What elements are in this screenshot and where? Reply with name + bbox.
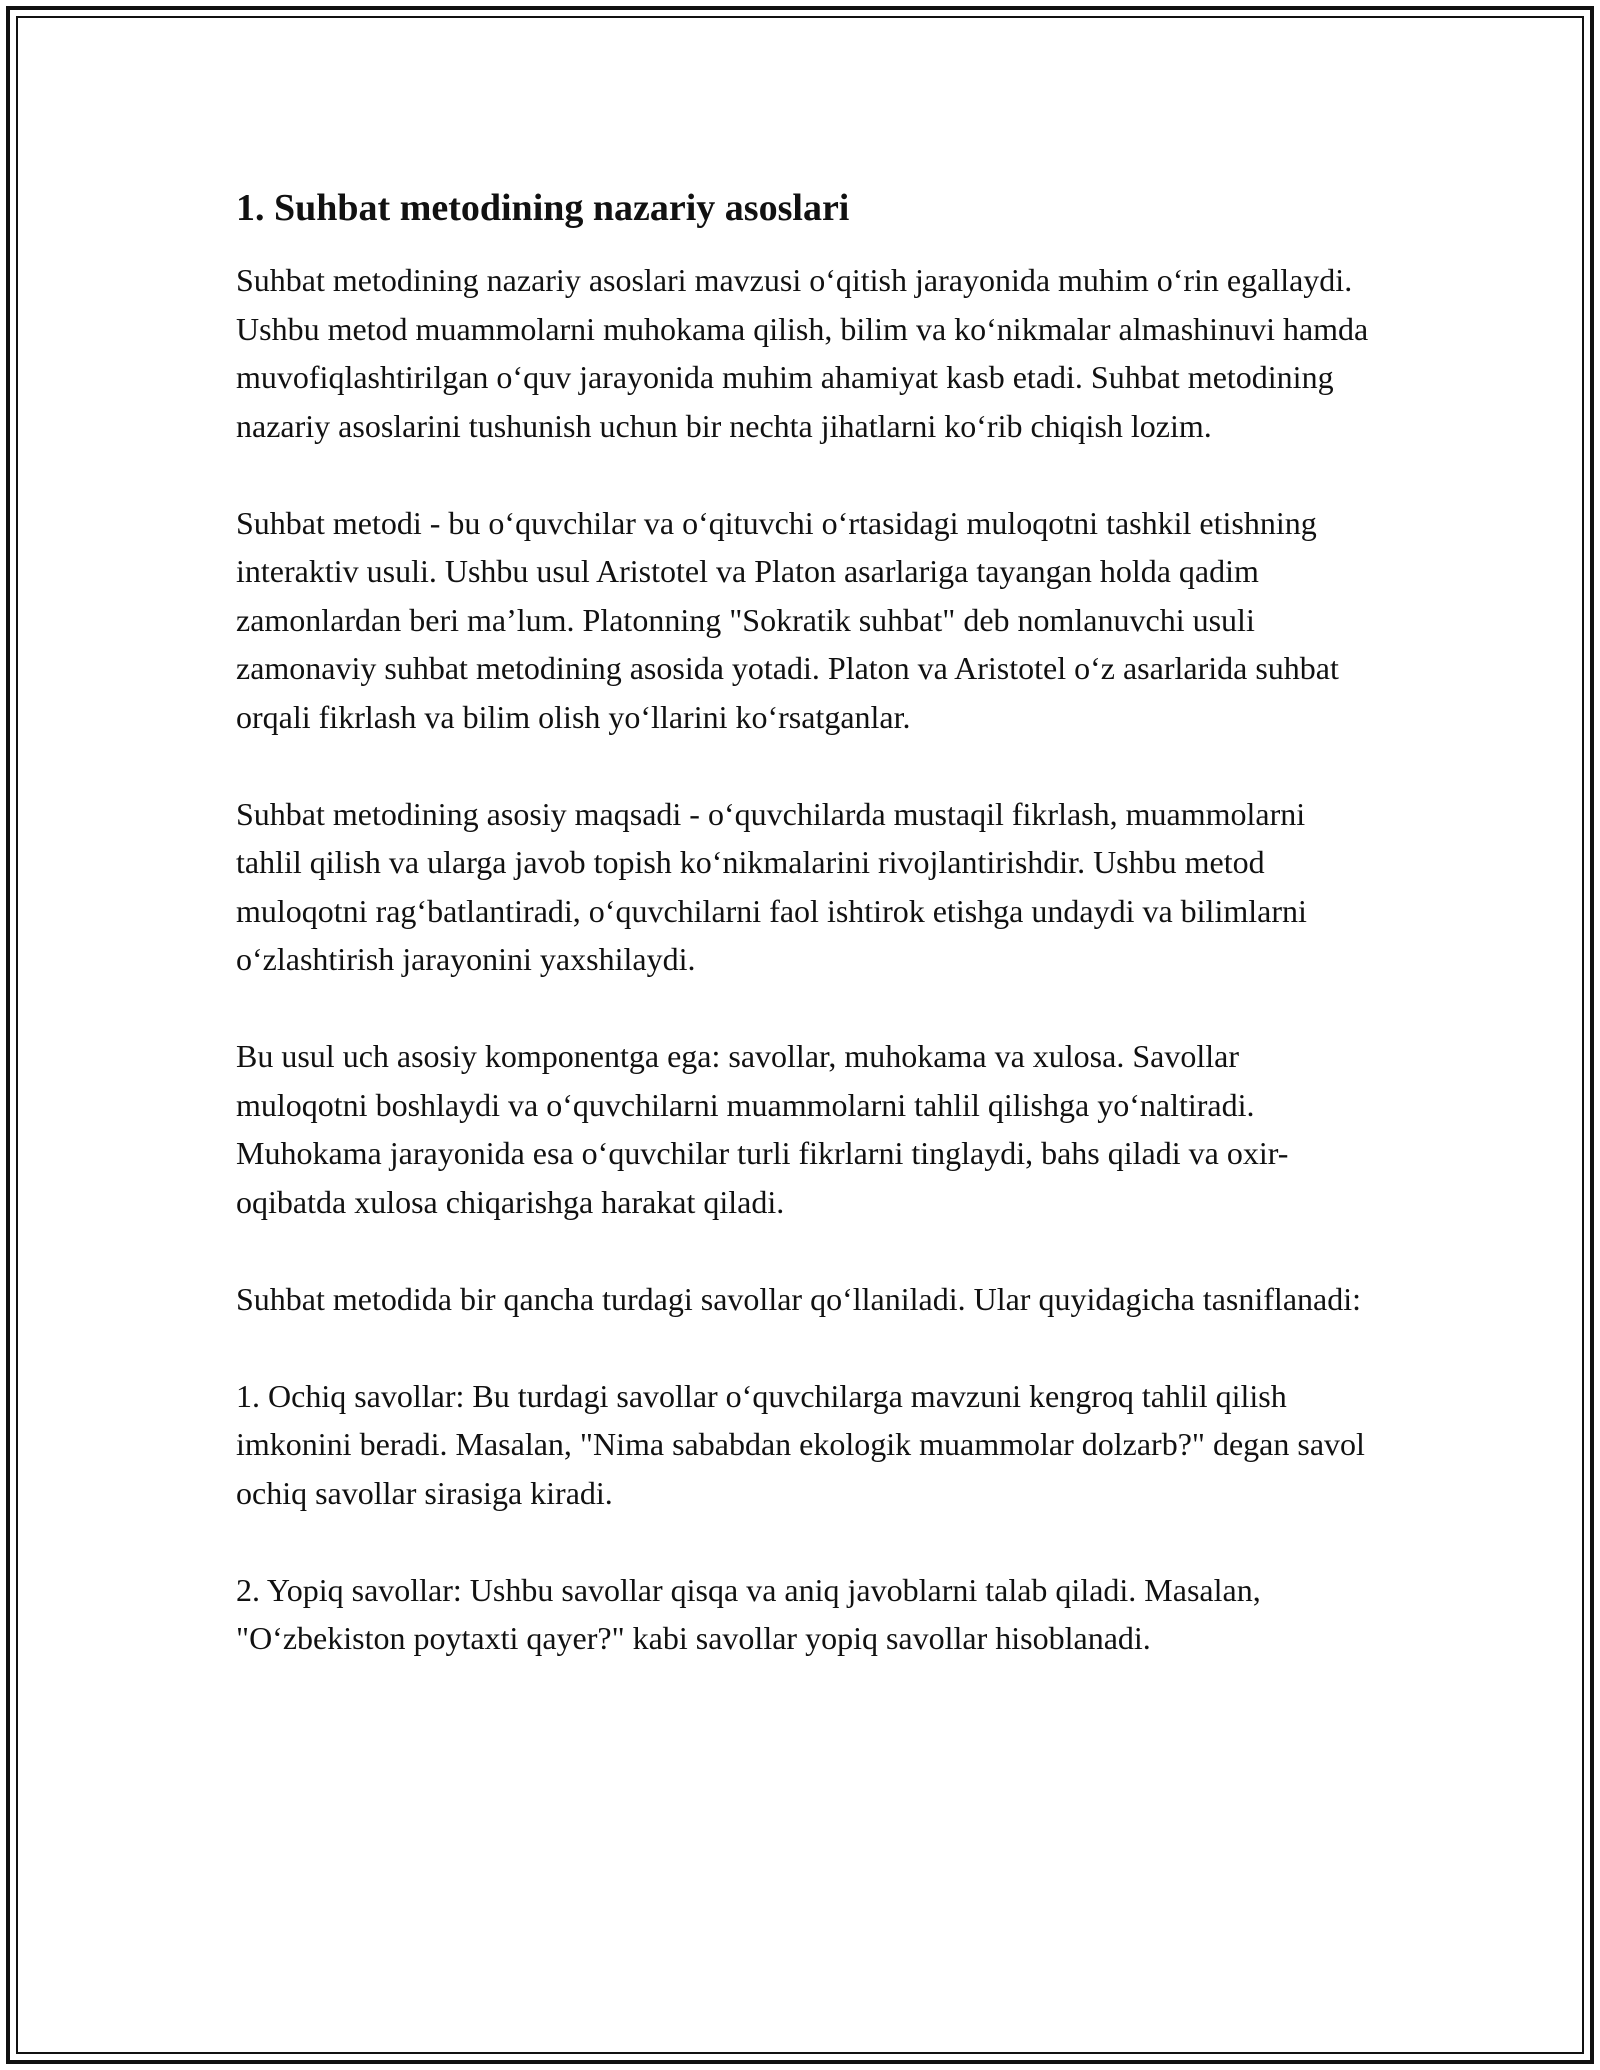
list-item-closed-questions: 2. Yopiq savollar: Ushbu savollar qisqa va aniq javoblarni talab qiladi. Masalan, "O‘zbekiston poytaxti qayer?" kabi savollar yopiq savollar hisoblanadi. — [236, 1571, 1261, 1656]
paragraph-main-goal: Suhbat metodining asosiy maqsadi - o‘quvchilarda mustaqil fikrlash, muammolarni tahlil qilish va ularga javob topish ko‘nikmalarini rivojlantirishdir. Ushbu metod muloqotni rag‘batlantiradi, o‘quvchilarni faol ishtirok etishga undaydi va bilimlarni o‘zlashtirish jarayonini yaxshilaydi. — [236, 795, 1307, 977]
document-body — [236, 186, 1376, 1663]
section-title: 1. Suhbat metodining nazariy asoslari — [236, 187, 850, 229]
paragraph-components: Bu usul uch asosiy komponentga ega: savollar, muhokama va xulosa. Savollar muloqotni boshlaydi va o‘quvchilarni muammolarni tahlil qilishga yo‘naltiradi. Muhokama jarayonida esa o‘quvchilar turli fikrlarni tinglaydi, bahs qiladi va oxir-oqibatda xulosa chiqarishga harakat qiladi. — [236, 1038, 1289, 1220]
list-item-open-questions: 1. Ochiq savollar: Bu turdagi savollar o‘quvchilarga mavzuni kengroq tahlil qilish imkonini beradi. Masalan, "Nima sababdan ekologik muammolar dolzarb?" degan savol ochiq savollar sirasiga kiradi. — [236, 1377, 1365, 1511]
paragraph-method-definition: Suhbat metodi - bu o‘quvchilar va o‘qituvchi o‘rtasidagi muloqotni tashkil etishning interaktiv usuli. Ushbu usul Aristotel va Platon asarlariga tayangan holda qadim zamonlardan beri ma’lum. Platonning "Sokratik suhbat" deb nomlanuvchi usuli zamonaviy suhbat metodining asosida yotadi. Platon va Aristotel o‘z asarlarida suhbat orqali fikrlash va bilim olish yo‘llarini ko‘rsatganlar. — [236, 504, 1339, 735]
paragraph-intro: Suhbat metodining nazariy asoslari mavzusi o‘qitish jarayonida muhim o‘rin egallaydi. Ushbu metod muammolarni muhokama qilish, bilim va ko‘nikmalar almashinuvi hamda muvofiqlashtirilgan o‘quv jarayonida muhim ahamiyat kasb etadi. Suhbat metodining nazariy asoslarini tushunish uchun bir nechta jihatlarni ko‘rib chiqish lozim. — [236, 262, 1369, 444]
paragraph-question-types: Suhbat metodida bir qancha turdagi savollar qo‘llaniladi. Ular quyidagicha tasniflanadi: — [236, 1280, 1361, 1317]
